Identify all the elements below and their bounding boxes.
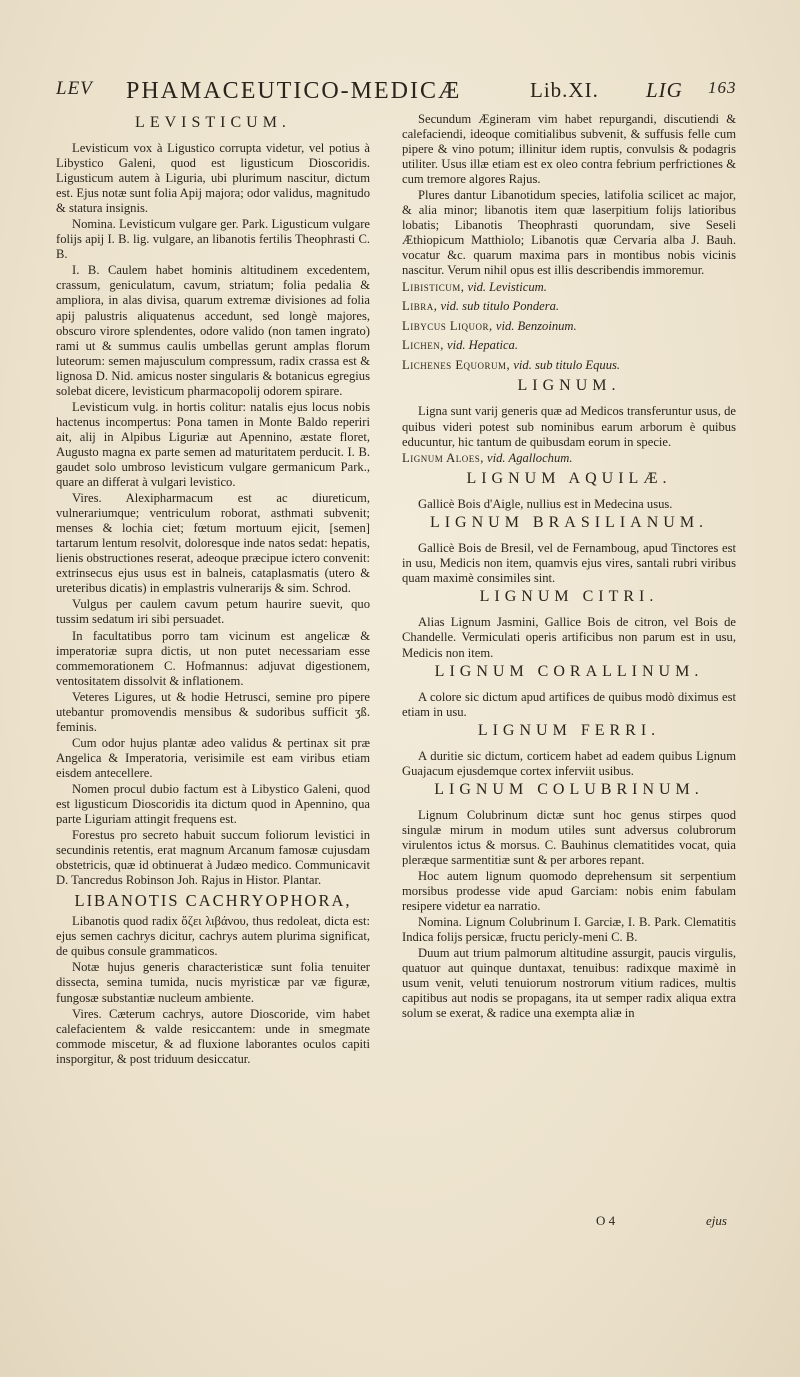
paragraph: A colore sic dictum apud artifices de quibus modò diximus est etiam in usu. xyxy=(402,689,736,719)
section-title-lignum-brasilianum: LIGNUM BRASILIANUM. xyxy=(429,514,709,532)
paragraph: Nomina. Lignum Colubrinum I. Garciæ, I. B. Park. Clematitis Indica folijs persicæ, fructu pericly-meni C. B. xyxy=(402,915,736,945)
entry-reference: vid. Levisticum. xyxy=(467,279,547,294)
paragraph: In facultatibus porro tam vicinum est angelicæ & imperatoriæ supra dictis, ut non putet necessariam esse commemorationem C. Hofmannus: adjuvat digestionem, ventositatem dissolvit & inflationem. xyxy=(56,628,370,688)
section-title-lignum-citri: LIGNUM CITRI. xyxy=(479,588,659,606)
paragraph: Notæ hujus generis characteristicæ sunt folia tenuiter dissecta, semina tumida, nucis myristicæ par væ figuræ, fungosæ substantiæ nucleum ambiente. xyxy=(56,960,370,1005)
cross-reference-entry xyxy=(402,451,736,467)
paragraph: I. B. Caulem habet hominis altitudinem excedentem, crassum, geniculatum, cavum, striatum; folia pedalia & ampliora, in alas divisa, quarum extremæ divisiones ad folia apij palustris aliquatenus accedunt, sed longè majores, obscuro virore splendentes, odore valido (non tamen ingrato) rami ut & summus caulis umbellas gerunt amplas florum luteorum: semen majusculum compressum, radix crassa est & lignosa D. Nid. amicus noster singularis & botanicus egregius solebat dicere, levisticum pharmacopolij odorem spirare. xyxy=(56,263,370,398)
entry-head: Libycus Liquor, xyxy=(402,318,493,333)
page-number: 163 xyxy=(708,78,737,97)
paragraph: Levisticum vulg. in hortis colitur: natalis ejus locus nobis hactenus incompertus: Pona tamen in Monte Baldo reperiri ait, alij in Alpibus Liguriæ aut Apennino, æstate floret, Augusto magna ex parte semen ad maturitatem perducit. I. B. gaudet solo umbroso levisticum vulgare germanicum Park., quare an differat à vulgari levistico. xyxy=(56,399,370,490)
left-column xyxy=(56,112,370,1068)
section-title-lignum-colubrinum: LIGNUM COLUBRINUM. xyxy=(434,780,704,798)
paragraph: Gallicè Bois d'Aigle, nullius est in Medecina usus. xyxy=(418,497,673,512)
entry-head: Libisticum, xyxy=(402,279,465,294)
entry-reference: vid. Benzoinum. xyxy=(495,318,577,333)
section-title-lignum-corallinum: LIGNUM CORALLINUM. xyxy=(434,662,704,680)
paragraph: A duritie sic dictum, corticem habet ad eadem quibus Lignum Guajacum ejusdemque cortex inferviit usibus. xyxy=(402,748,736,778)
paragraph: Alias Lignum Jasmini, Gallice Bois de citron, vel Bois de Chandelle. Vermiculati operis artificibus non parum est in usu, Medicis non item. xyxy=(402,615,736,660)
section-title-levisticum: LEVISTICUM. xyxy=(135,114,291,131)
paragraph: Vulgus per caulem cavum petum haurire suevit, quo tussim sedatum iri sibi persuadet. xyxy=(56,597,370,627)
section-title-libanotis: LIBANOTIS CACHRYOPHORA, xyxy=(74,891,352,911)
header-title: PHAMACEUTICO-MEDICÆ xyxy=(126,78,462,104)
paragraph: Veteres Ligures, ut & hodie Hetrusci, semine pro pipere utebantur promovendis mensibus & sudoribus sufficit ʒß. feminis. xyxy=(56,689,370,734)
paragraph: Cum odor hujus plantæ adeo validus & pertinax sit præ Angelica & Imperatoria, verisimile est eam viribus etiam eisdem antecellere. xyxy=(56,735,370,780)
entry-reference: vid. Agallochum. xyxy=(487,450,573,465)
entry-reference: vid. Hepatica. xyxy=(447,338,518,353)
entry-head: Libra, xyxy=(402,299,438,314)
paragraph: Plures dantur Libanotidum species, latifolia scilicet ac major, & alia minor; libanotis item quæ laserpitium folijs latioribus lobatis; Libanotis Theophrasti quorundam, sive Seseli Æthiopicum Matthiolo; Libanotis quæ Cervaria alba J. Bauh. vocatur &c. quarum maxima pars in montibus nobis vicinis nascitur. Verum nihil opus est illis describendis immoremur. xyxy=(402,188,736,278)
paragraph: Levisticum vox à Ligustico corrupta videtur, vel potius à Libystico Galeni, quod est ligusticum Dioscoridis. Ligusticum autem à Liguria, ubi plurimum nascitur, dictum est. Ejus notæ sunt folia Apij majora; odor validus, magnitudo & statura insignis. xyxy=(56,141,370,216)
entry-head: Lignum Aloes, xyxy=(402,450,484,465)
cross-reference-entry xyxy=(402,319,736,335)
cross-reference-entry xyxy=(402,280,736,296)
entry-reference: vid. sub titulo Pondera. xyxy=(440,299,560,314)
catchword: ejus xyxy=(706,1213,727,1228)
section-title-lignum-aquilae: LIGNUM AQUILÆ. xyxy=(466,470,672,488)
cross-reference-entry xyxy=(402,358,736,374)
entry-reference: vid. sub titulo Equus. xyxy=(513,357,621,372)
paragraph: Hoc autem lignum quomodo deprehensum sit serpentium morsibus prodesse vide apud Garciam: nobis enim fabulam resipere videtur ea narratio. xyxy=(402,868,736,914)
running-header xyxy=(56,78,756,112)
signature-mark: O 4 xyxy=(596,1213,616,1228)
paragraph: Nomina. Levisticum vulgare ger. Park. Ligusticum vulgare folijs apij I. B. lig. vulgare, an libanotis fertilis Theophrasti C. B. xyxy=(56,217,370,262)
header-right-catchword: LIG xyxy=(646,78,683,102)
paragraph: Secundum Ægineram vim habet repurgandi, discutiendi & calefaciendi, ideoque comitialibus subvenit, & suffusis felle cum pipere & vino potum; illinitur idem ruptis, convulsis & podagris utiliter. Usus illæ etiam est ex oleo contra febrium perfrictiones & cum tremore algores Rajus. xyxy=(402,112,736,187)
section-title-lignum-ferri: LIGNUM FERRI. xyxy=(477,721,661,739)
paragraph: Gallicè Bois de Bresil, vel de Fernamboug, apud Tinctores est in usu, Medicis non item, quamvis ejus vires, santali rubri viribus quam maximè consimiles sint. xyxy=(402,541,736,586)
cross-reference-entry xyxy=(402,299,736,315)
paragraph: Libanotis quod radix ὄζει λιβάνου, thus redoleat, dicta est: ejus semen cachrys dicitur, cachrys autem plurima significat, de quibus consule grammaticos. xyxy=(56,914,370,959)
paragraph: Duum aut trium palmorum altitudine assurgit, paucis virgulis, quatuor aut quinque duntaxat, tenuibus: radixque maximè in usum venit, veluti tenuiorum nostrorum vitium radices, multis capitibus aut nodis se propagans, ita ut semper radix aliqua extra solum se exerat, & radice una exempta aliæ in xyxy=(402,946,736,1021)
paragraph: Ligna sunt varij generis quæ ad Medicos transferuntur usus, de quibus videri potest sub nominibus earum arborum è quibus educuntur, hic tantum de quibusdam eorum in specie. xyxy=(402,404,736,449)
right-column xyxy=(402,112,736,1022)
header-left-catchword: LEV xyxy=(56,78,93,99)
cross-reference-entry xyxy=(402,338,736,354)
section-title-lignum: LIGNUM. xyxy=(517,377,621,395)
entry-head: Lichenes Equorum, xyxy=(402,357,511,372)
paragraph: Vires. Cæterum cachrys, autore Dioscoride, vim habet calefacientem & valde resiccantem: unde in smegmate commode miscetur, & ad fluxione laborantes oculos capiti insporgitur, & post triduum desiccatur. xyxy=(56,1006,370,1066)
header-book: Lib.XI. xyxy=(530,78,599,102)
paragraph: Vires. Alexipharmacum est ac diureticum, vulnerariumque; ventriculum roborat, asthmati subvenit; menses & lochia ciet; fœtum mortuum ejicit, [semen] tartarum lentum resolvit, doloresque inde natos sedat: hepatis, lienis obstructiones reserat, adeoque præcipue ictero convenit: extrinsecus ejus usus est in balneis, cataplasmatis (utero & ureteribus dicatis) in emplastris vulnerarijs & sim. Schrod. xyxy=(56,491,370,596)
entry-head: Lichen, xyxy=(402,338,444,353)
paragraph: Nomen procul dubio factum est à Libystico Galeni, quod est ligusticum Dioscoridis ita dictum quod in Apennino, qua parte Liguriam attingit frequens est. xyxy=(56,781,370,827)
paragraph: Lignum Colubrinum dictæ sunt hoc genus stirpes quod singulæ mirum in modum utiles sunt adversus colubrorum virulentos ictus & morsus. C. Bauhinus clematitides vocat, quia pleræque sarmentitiæ sunt & per arbores repant. xyxy=(402,807,736,867)
paragraph: Forestus pro secreto habuit succum foliorum levistici in secundinis retentis, erat magnum Arcanum famosæ cujusdam obstetricis, quæ id obtinuerat à Judæo medico. Communicavit D. Tancredus Robinson Joh. Rajus in Histor. Plantar. xyxy=(56,828,370,888)
